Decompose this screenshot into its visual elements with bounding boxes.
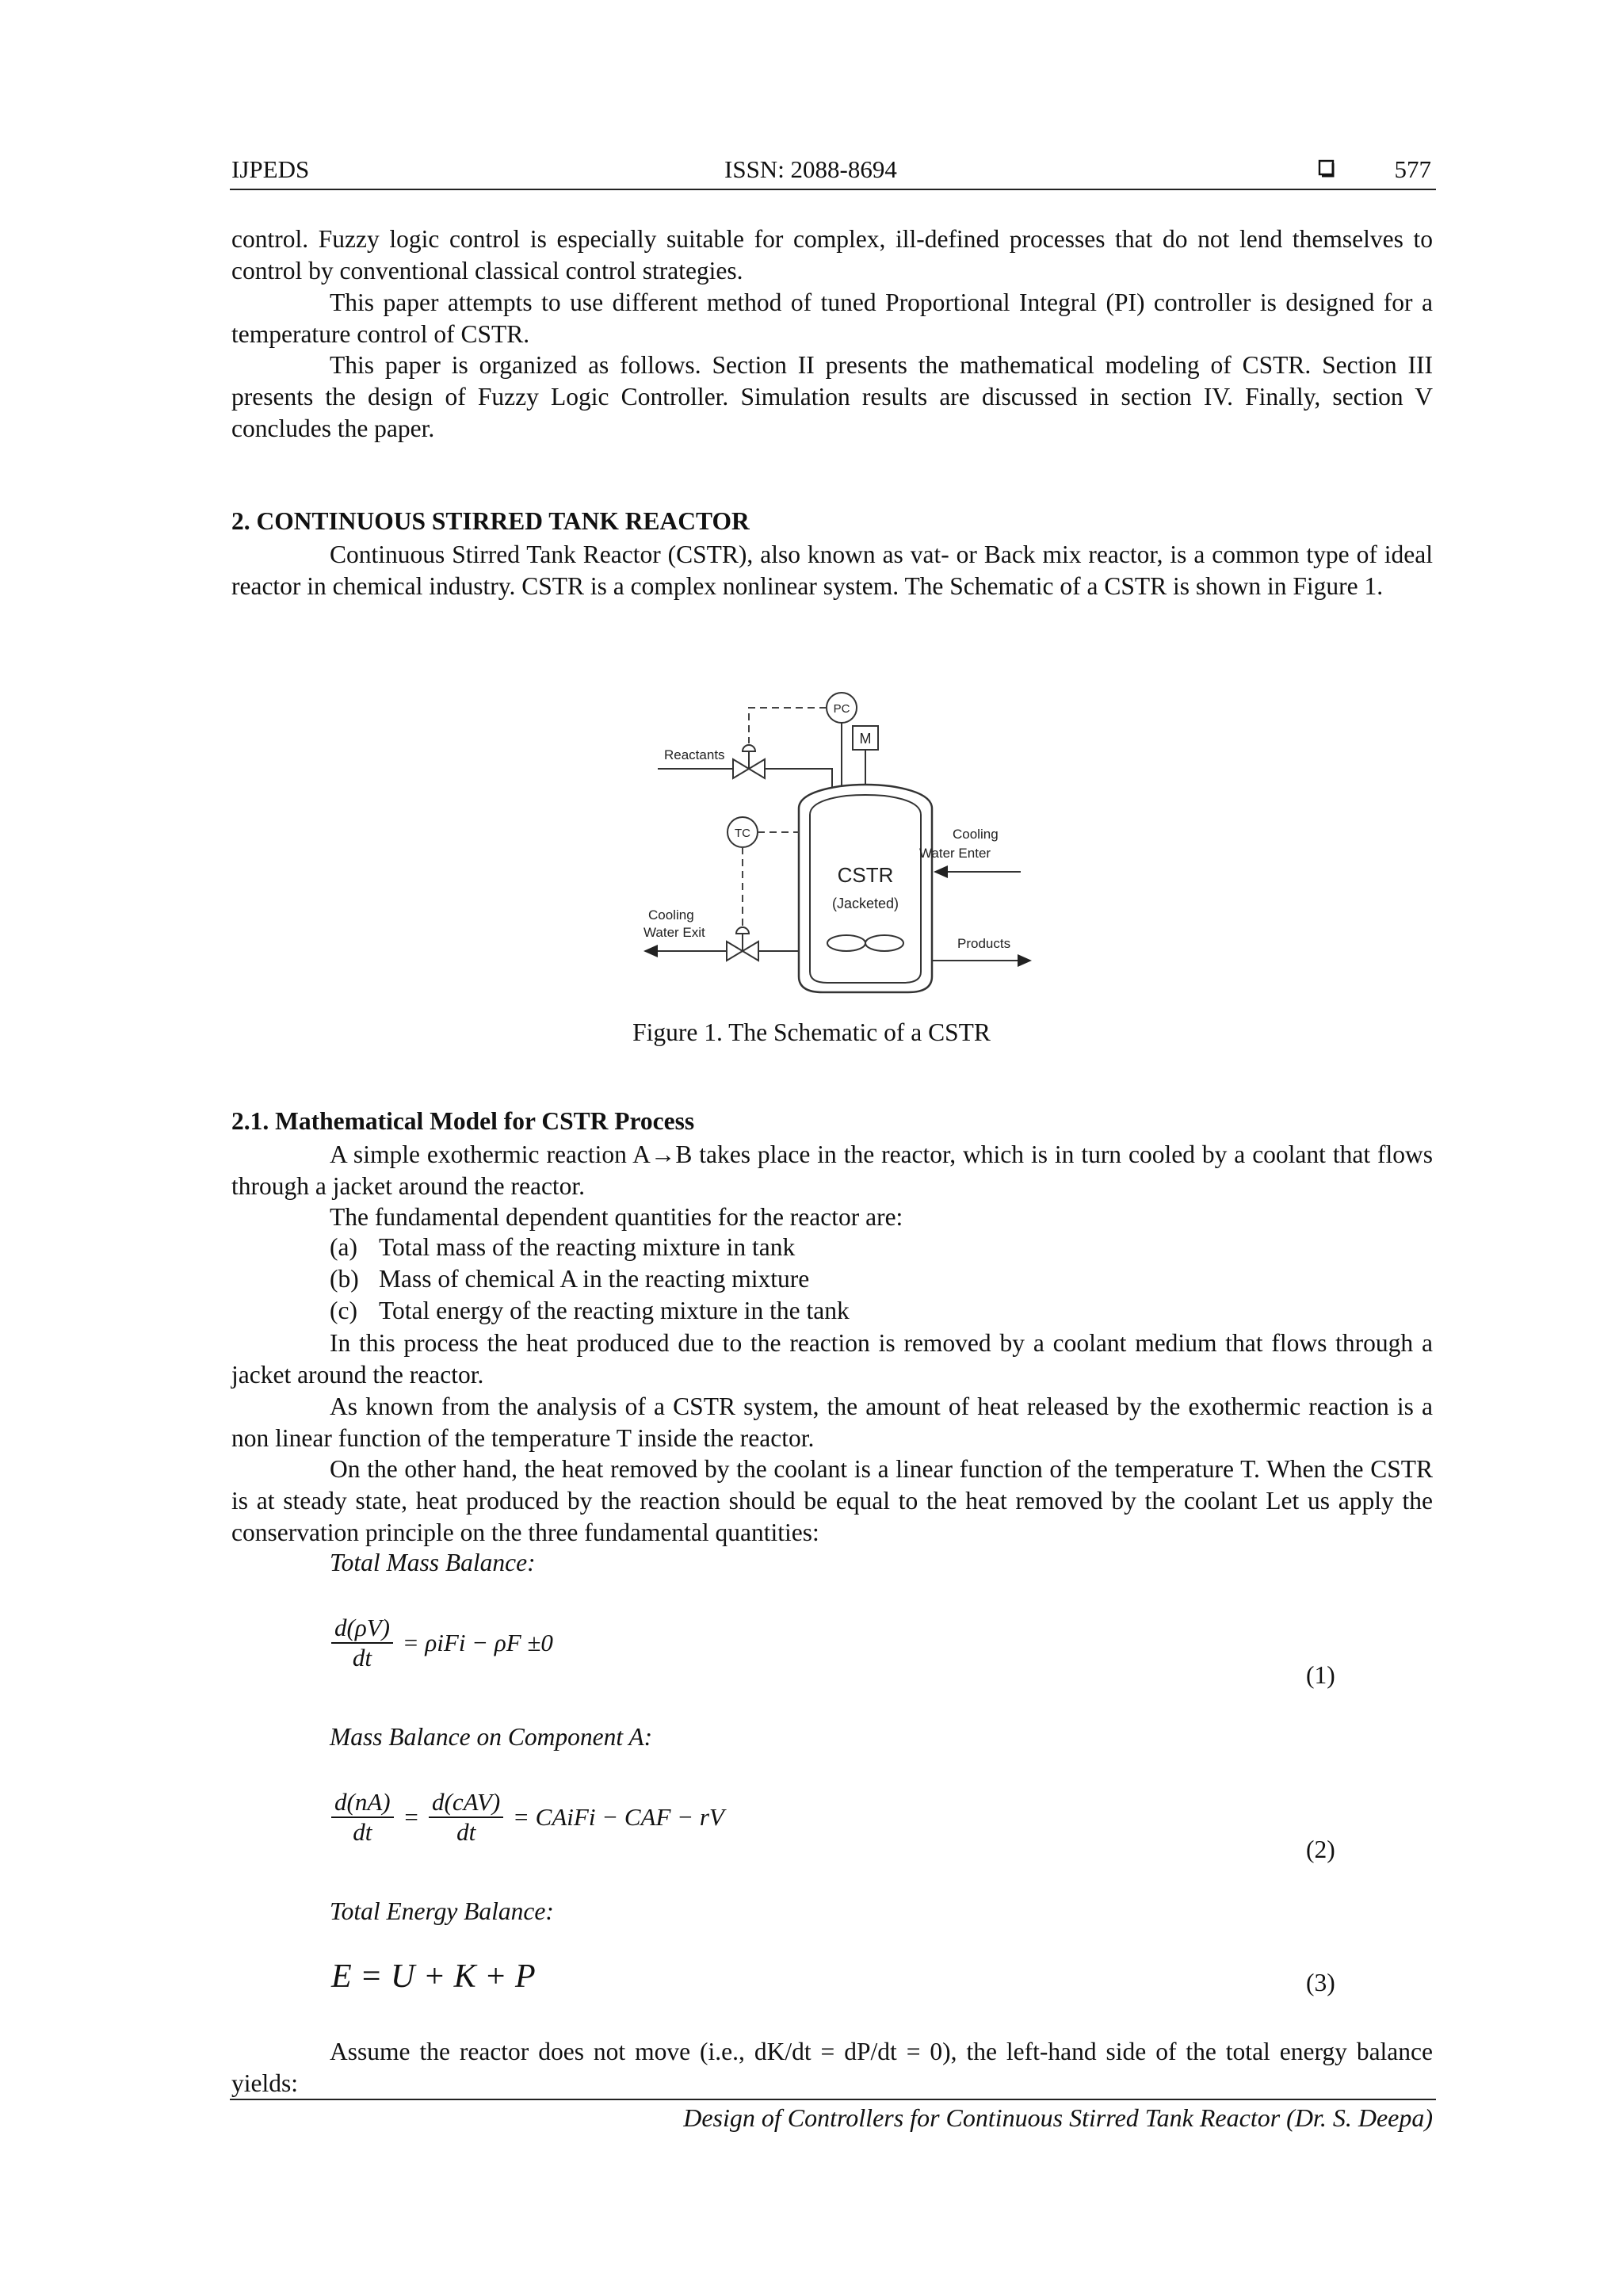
paragraph: On the other hand, the heat removed by the coolant is a linear function of the temperature T. When the CSTR is at steady state, heat produced by the reaction should be equal to the heat removed by the coolant Let us apply the conservation principle on the three fundamental quantities:: [231, 1455, 1433, 1546]
reactor-vessel: [810, 795, 921, 983]
page-footer: Design of Controllers for Continuous Stirred Tank Reactor (Dr. S. Deepa): [683, 2103, 1433, 2132]
paragraph: A simple exothermic reaction A→B takes place in the reactor, which is in turn cooled by a coolant that flows through a jacket around the reactor.: [231, 1140, 1433, 1200]
equation-label: Total Mass Balance:: [330, 1549, 536, 1576]
cooling-exit-label: Cooling: [648, 907, 694, 923]
page-header: [231, 155, 1436, 190]
paragraph: control. Fuzzy logic control is especially suitable for complex, ill-defined processes that do not lend themselves to control by conventional classical control strategies.: [231, 225, 1433, 285]
paragraph: As known from the analysis of a CSTR system, the amount of heat released by the exothermic reaction is a non linear function of the temperature T inside the reactor.: [231, 1392, 1433, 1452]
cooling-enter-label: Cooling: [953, 827, 999, 842]
journal-name: IJPEDS: [231, 155, 310, 183]
paragraph: The fundamental dependent quantities for the reactor are:: [330, 1203, 903, 1231]
pc-label: PC: [833, 702, 850, 716]
page-number: 577: [1394, 155, 1431, 183]
footer-rule: [230, 2099, 1436, 2100]
products-label: Products: [957, 936, 1011, 951]
reactants-label: Reactants: [664, 747, 725, 762]
cstr-schematic-figure: [634, 682, 1046, 1007]
equation-label: Mass Balance on Component A:: [330, 1723, 653, 1751]
equation-3: E = U + K + P: [331, 1958, 536, 1995]
equation-number: (2): [1306, 1836, 1335, 1863]
list-item: (c) Total energy of the reacting mixture in the tank: [330, 1297, 850, 1324]
issn: ISSN: 2088-8694: [724, 155, 897, 183]
paragraph: Assume the reactor does not move (i.e., dK/dt = dP/dt = 0), the left-hand side of the total energy balance yields:: [231, 2038, 1433, 2097]
equation-number: (3): [1306, 1969, 1335, 1996]
jacketed-label: (Jacketed): [831, 896, 899, 911]
equation-label: Total Energy Balance:: [330, 1897, 554, 1925]
cooling-enter-label: Water Enter: [919, 846, 991, 861]
equation-1: $\frac{d(\rho V)}{dt}$ = ρiFi − ρF ±0: [331, 1614, 556, 1672]
motor-label: M: [859, 731, 872, 747]
paragraph: This paper attempts to use different method of tuned Proportional Integral (PI) controller is designed for a temperature control of CSTR.: [231, 288, 1433, 348]
paragraph: Continuous Stirred Tank Reactor (CSTR), also known as vat- or Back mix reactor, is a common type of ideal reactor in chemical industry. CSTR is a complex nonlinear system. The Schematic of a CSTR is shown in Figure 1.: [231, 541, 1433, 600]
tc-label: TC: [735, 827, 750, 840]
cooling-exit-label: Water Exit: [643, 925, 705, 940]
square-bullet-icon: [1318, 159, 1337, 178]
equation-2: $\frac{d(nA)}{dt}$ = $\frac{\text{d(cAV)}}{dt}$ = CAiFi − CAF − rV: [331, 1788, 727, 1847]
equation-number: (1): [1306, 1661, 1335, 1689]
paragraph: This paper is organized as follows. Section II presents the mathematical modeling of CSTR. Section III presents the design of Fuzzy Logic Controller. Simulation results are discussed in section IV. Finally, section V concludes the paper.: [231, 351, 1433, 442]
header-rule: [230, 189, 1436, 190]
list-item: (a) Total mass of the reacting mixture in tank: [330, 1233, 796, 1261]
paragraph: In this process the heat produced due to the reaction is removed by a coolant medium that flows through a jacket around the reactor.: [231, 1329, 1433, 1389]
subsection-heading: 2.1. Mathematical Model for CSTR Process: [231, 1107, 695, 1135]
cstr-label: CSTR: [837, 863, 894, 887]
section-heading: 2. CONTINUOUS STIRRED TANK REACTOR: [231, 507, 750, 535]
figure-caption: Figure 1. The Schematic of a CSTR: [632, 1018, 991, 1046]
list-item: (b) Mass of chemical A in the reacting mixture: [330, 1265, 810, 1293]
